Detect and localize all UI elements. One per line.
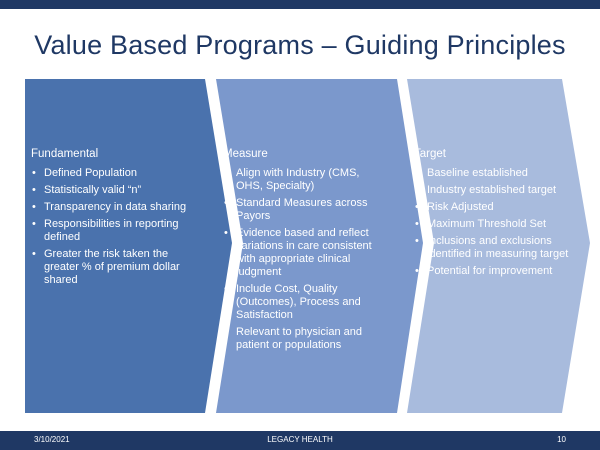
footer-bar — [0, 431, 600, 450]
footer-page-number: 10 — [557, 435, 566, 444]
bullet-item: • Potential for improvement — [414, 265, 574, 278]
bullet-item: • Responsibilities in reporting defined — [31, 218, 197, 244]
panel-heading: Target — [414, 148, 446, 160]
bullet-list — [223, 167, 383, 352]
bullet-item: • Evidence based and reflect variations in care consistent with appropriate clinical judgment — [223, 227, 383, 279]
bullet-item: • Risk Adjusted — [414, 201, 574, 214]
panel-measure — [223, 148, 383, 356]
slide-title: Value Based Programs – Guiding Principles — [34, 30, 566, 60]
panel-heading: Fundamental — [31, 148, 99, 160]
bullet-item: • Standard Measures across Payors — [223, 197, 383, 223]
bullet-item: • Include Cost, Quality (Outcomes), Process and Satisfaction — [223, 283, 383, 322]
bullet-list — [414, 167, 574, 278]
bullet-list — [31, 167, 197, 287]
bullet-item: • Transparency in data sharing — [31, 201, 197, 214]
bullet-item: • Statistically valid “n” — [31, 184, 197, 197]
bullet-item: • Defined Population — [31, 167, 197, 180]
bullet-item: • Align with Industry (CMS, OHS, Specialty) — [223, 167, 383, 193]
panel-target — [414, 148, 574, 282]
panel-heading: Measure — [223, 148, 268, 160]
footer-organization: LEGACY HEALTH — [267, 435, 333, 444]
bullet-item: • Industry established target — [414, 184, 574, 197]
panel-fundamental — [31, 148, 197, 291]
footer-date: 3/10/2021 — [34, 435, 70, 444]
bullet-item: • Relevant to physician and patient or populations — [223, 326, 383, 352]
bullet-item: • Inclusions and exclusions identified in measuring target — [414, 235, 574, 261]
bullet-item: • Maximum Threshold Set — [414, 218, 574, 231]
bullet-item: • Baseline established — [414, 167, 574, 180]
bullet-item: • Greater the risk taken the greater % of premium dollar shared — [31, 248, 197, 287]
